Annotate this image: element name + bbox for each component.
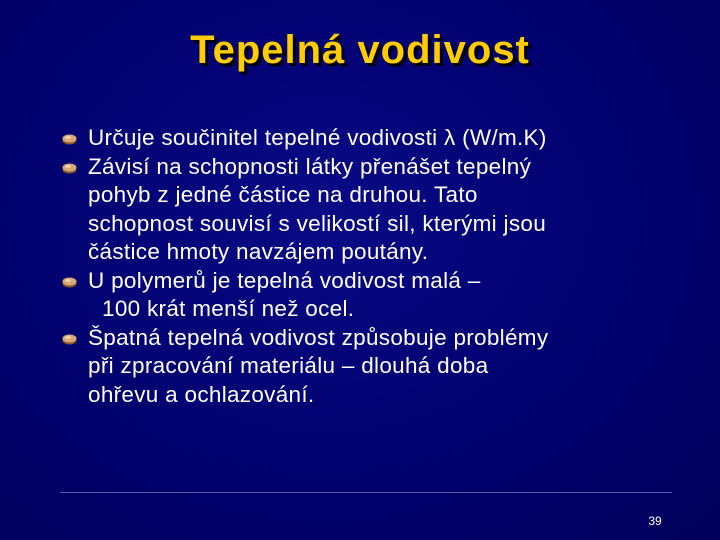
bullet-line: částice hmoty navzájem poutány. xyxy=(88,239,429,264)
bullet-line: pohyb z jedné částice na druhou. Tato xyxy=(88,182,478,207)
bullet-line: Závisí na schopnosti látky přenášet tepelný xyxy=(88,153,532,179)
slide-title: Tepelná vodivost xyxy=(190,28,530,72)
page-number: 39 xyxy=(648,514,662,528)
bullet-list xyxy=(60,124,700,409)
bullet-item xyxy=(60,153,700,267)
bullet-line: U polymerů je tepelná vodivost malá – xyxy=(88,267,481,293)
bullet-item xyxy=(60,324,700,410)
bullet-item xyxy=(60,124,700,153)
bullet-line: 100 krát menší než ocel. xyxy=(102,296,355,321)
bullet-line: Špatná tepelná vodivost způsobuje problémy xyxy=(88,324,549,350)
bronze-disc-icon xyxy=(62,276,77,288)
bullet-line: ohřevu a ochlazování. xyxy=(88,381,315,407)
bullet-item xyxy=(60,267,700,324)
footer-divider xyxy=(60,492,672,493)
bullet-line: při zpracování materiálu – dlouhá doba xyxy=(88,353,489,378)
bronze-disc-icon xyxy=(62,333,77,345)
bronze-disc-icon xyxy=(62,162,77,174)
bullet-line: schopnost souvisí s velikostí sil, kterými jsou xyxy=(88,210,547,236)
bullet-line: Určuje součinitel tepelné vodivosti λ (W/m.K) xyxy=(88,125,547,150)
bronze-disc-icon xyxy=(62,133,77,145)
